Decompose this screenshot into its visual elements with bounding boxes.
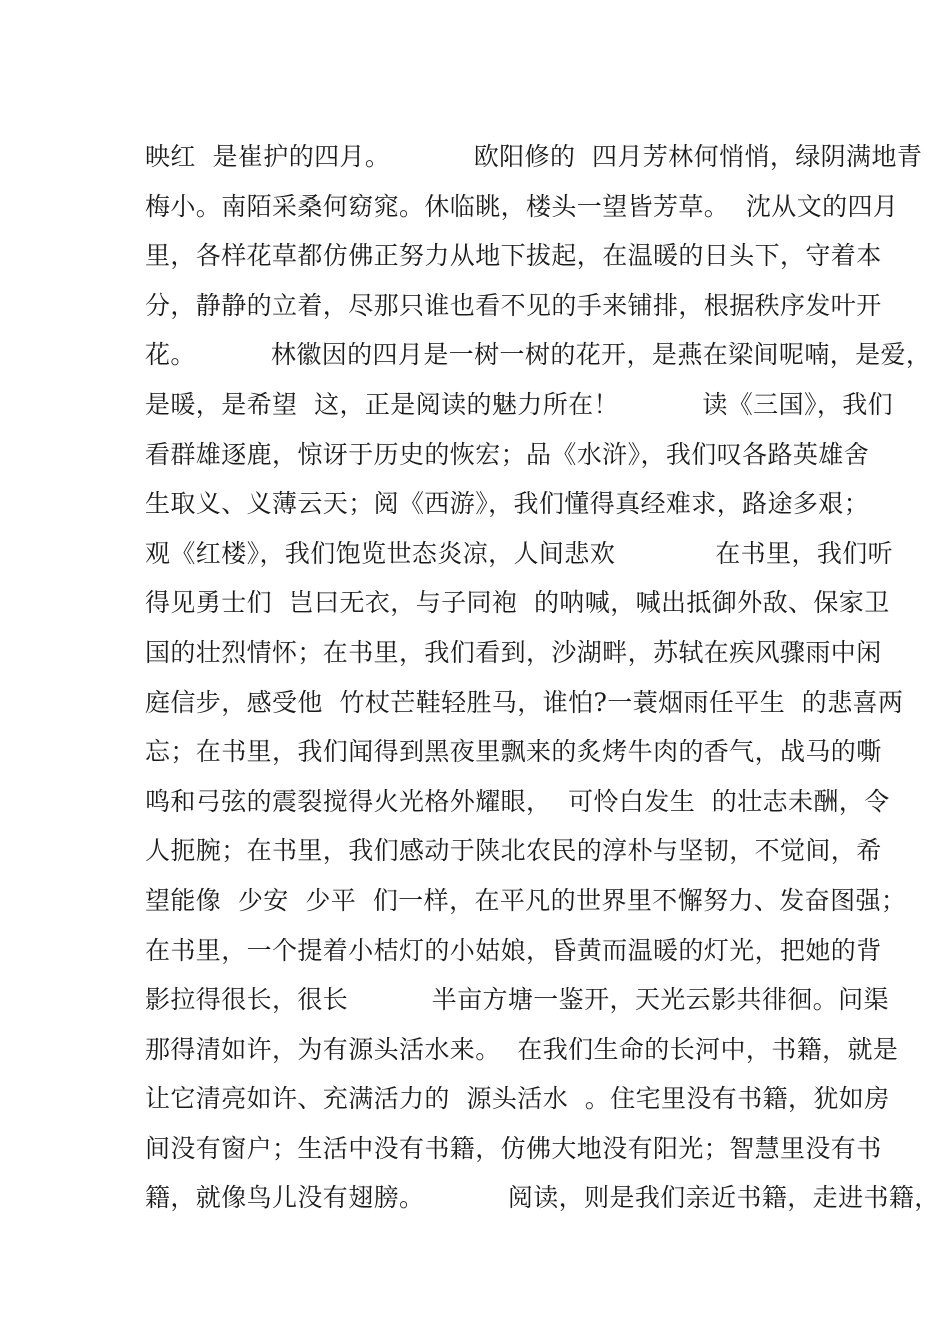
- text-line: 庭信步，感受他 竹杖芒鞋轻胜马，谁怕?一蓑烟雨任平生 的悲喜两: [145, 687, 904, 717]
- text-line: 鸣和弓弦的震裂搅得火光格外耀眼， 可怜白发生 的壮志未酬，令: [145, 786, 890, 816]
- text-line: 在书里，一个提着小桔灯的小姑娘，昏黄而温暖的灯光，把她的背: [145, 935, 882, 965]
- text-line: 观《红楼》，我们饱览世态炎凉，人间悲欢 在书里，我们听: [145, 538, 894, 568]
- text-line: 影拉得很长，很长 半亩方塘一鉴开，天光云影共徘徊。问渠: [145, 985, 889, 1015]
- text-line: 映红 是崔护的四月。 欧阳修的 四月芳林何悄悄，绿阴满地青: [145, 142, 923, 171]
- text-line: 望能像 少安 少平 们一样，在平凡的世界里不懈努力、发奋图强；: [145, 885, 907, 915]
- text-line: 国的壮烈情怀；在书里，我们看到，沙湖畔，苏轼在疾风骤雨中闲: [145, 637, 882, 667]
- text-line: 里，各样花草都仿佛正努力从地下拔起，在温暖的日头下，守着本: [145, 241, 882, 271]
- text-line: 忘；在书里，我们闻得到黑夜里飘来的炙烤牛肉的香气，战马的嘶: [145, 737, 882, 767]
- text-line: 籍，就像鸟儿没有翅膀。 阅读，则是我们亲近书籍，走进书籍，: [145, 1183, 940, 1213]
- text-line: 人扼腕；在书里，我们感动于陕北农民的淳朴与坚韧，不觉间，希: [145, 836, 882, 866]
- text-line: 梅小。南陌采桑何窈窕。休临眺，楼头一望皆芳草。 沈从文的四月: [145, 191, 899, 221]
- text-line: 间没有窗户；生活中没有书籍，仿佛大地没有阳光；智慧里没有书: [145, 1133, 882, 1163]
- text-line: 分，静静的立着，尽那只谁也看不见的手来铺排，根据秩序发叶开: [145, 290, 882, 320]
- text-line: 那得清如许，为有源头活水来。 在我们生命的长河中，书籍，就是: [145, 1034, 899, 1064]
- text-line: 看群雄逐鹿，惊讶于历史的恢宏；品《水浒》，我们叹各路英雄舍: [145, 439, 870, 469]
- text-line: 是暖，是希望 这，正是阅读的魅力所在！ 读《三国》，我们: [145, 389, 894, 419]
- text-line: 生取义、义薄云天；阅《西游》，我们懂得真经难求，路途多艰；: [145, 489, 870, 519]
- text-line: 得见勇士们 岂曰无衣，与子同袍 的呐喊，喊出抵御外敌、保家卫: [145, 588, 890, 618]
- text-line: 让它清亮如许、充满活力的 源头活水 。住宅里没有书籍，犹如房: [145, 1084, 890, 1114]
- text-line: 花。 林徽因的四月是一树一树的花开，是燕在梁间呢喃，是爱，: [145, 340, 932, 370]
- body-text: [145, 132, 940, 1223]
